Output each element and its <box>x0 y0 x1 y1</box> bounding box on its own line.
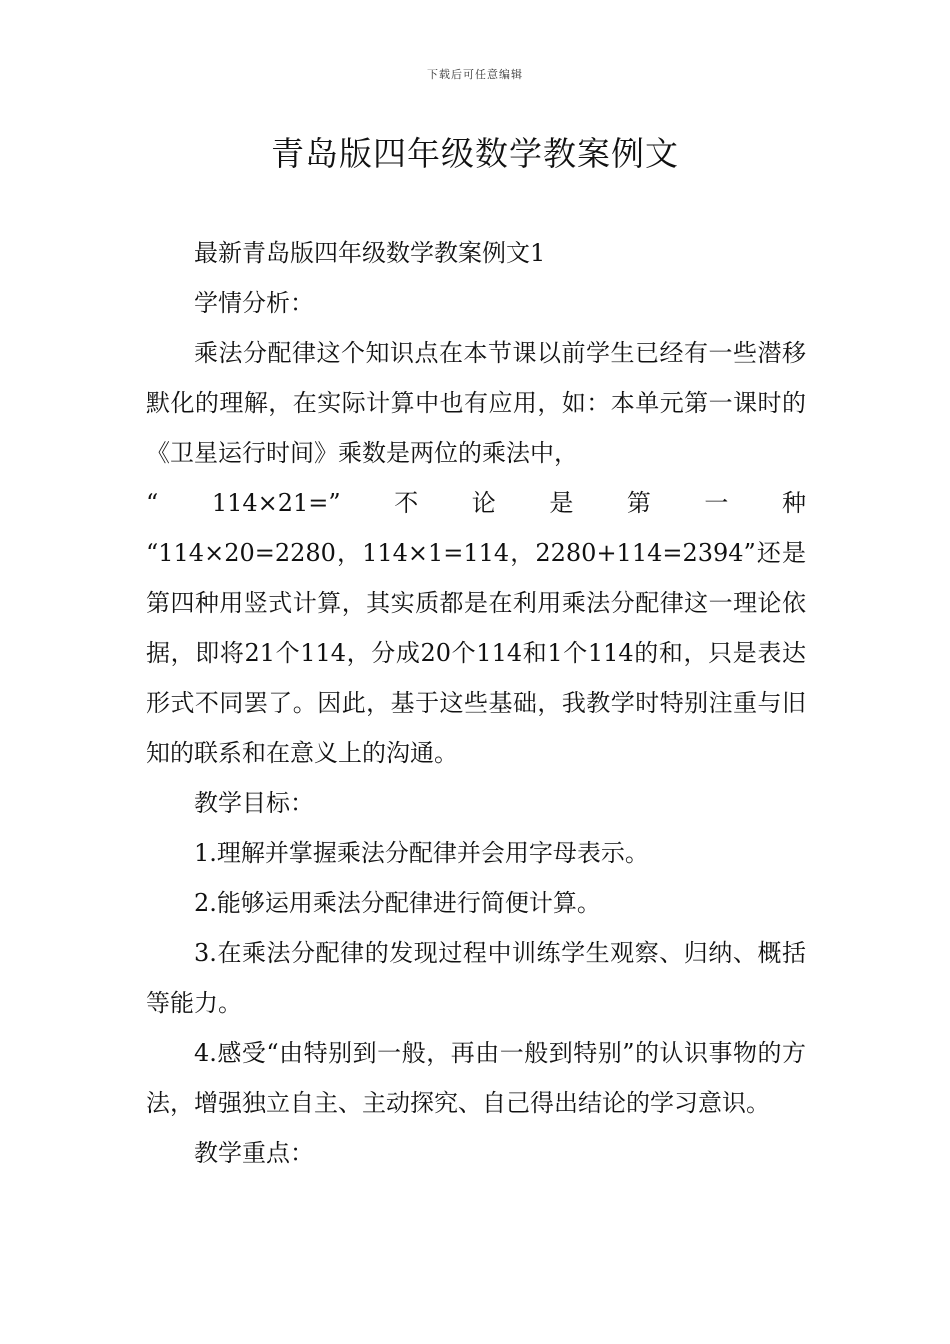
paragraph-goal-1: 1.理解并掌握乘法分配律并会用字母表示。 <box>194 839 649 867</box>
spread-word: “ <box>146 489 159 517</box>
paragraph-heading-key-points: 教学重点： <box>194 1139 314 1167</box>
paragraph-goal-2: 2.能够运用乘法分配律进行简便计算。 <box>194 889 601 917</box>
spread-word: 不 <box>394 489 419 517</box>
spread-word: 是 <box>549 489 574 517</box>
paragraph-goal-3: 3.在乘法分配律的发现过程中训练学生观察、归纳、概括等能力。 <box>146 939 806 1017</box>
paragraph-analysis-part2: “114×20=2280，114×1=114，2280+114=2394”还是第四种用竖式计算，其实质都是在利用乘法分配律这一理论依据，即将21个114，分成20个114和1个114的和，只是表达形式不同罢了。因此，基于这些基础，我教学时特别注重与旧知的联系和在意义上的沟通。 <box>146 539 806 767</box>
paragraph-analysis-part1: 乘法分配律这个知识点在本节课以前学生已经有一些潜移默化的理解，在实际计算中也有应用，如：本单元第一课时的《卫星运行时间》乘数是两位的乘法中， <box>146 339 806 467</box>
paragraph-analysis-spread-line <box>146 478 806 528</box>
spread-word: 种 <box>781 489 806 517</box>
paragraph-subtitle: 最新青岛版四年级数学教案例文1 <box>194 239 546 267</box>
paragraph-goal-4: 4.感受“由特别到一般，再由一般到特别”的认识事物的方法，增强独立自主、主动探究、自己得出结论的学习意识。 <box>146 1039 806 1117</box>
paragraph-heading-goals: 教学目标： <box>194 789 314 817</box>
spread-word: 一 <box>704 489 729 517</box>
header-note: 下载后可任意编辑 <box>427 68 523 81</box>
paragraph-heading-analysis: 学情分析： <box>194 289 314 317</box>
spread-word: 论 <box>471 489 496 517</box>
document-body <box>146 228 806 1178</box>
spread-word: 114×21=” <box>211 489 341 517</box>
document-title: 青岛版四年级数学教案例文 <box>271 134 679 173</box>
spread-word: 第 <box>626 489 651 517</box>
